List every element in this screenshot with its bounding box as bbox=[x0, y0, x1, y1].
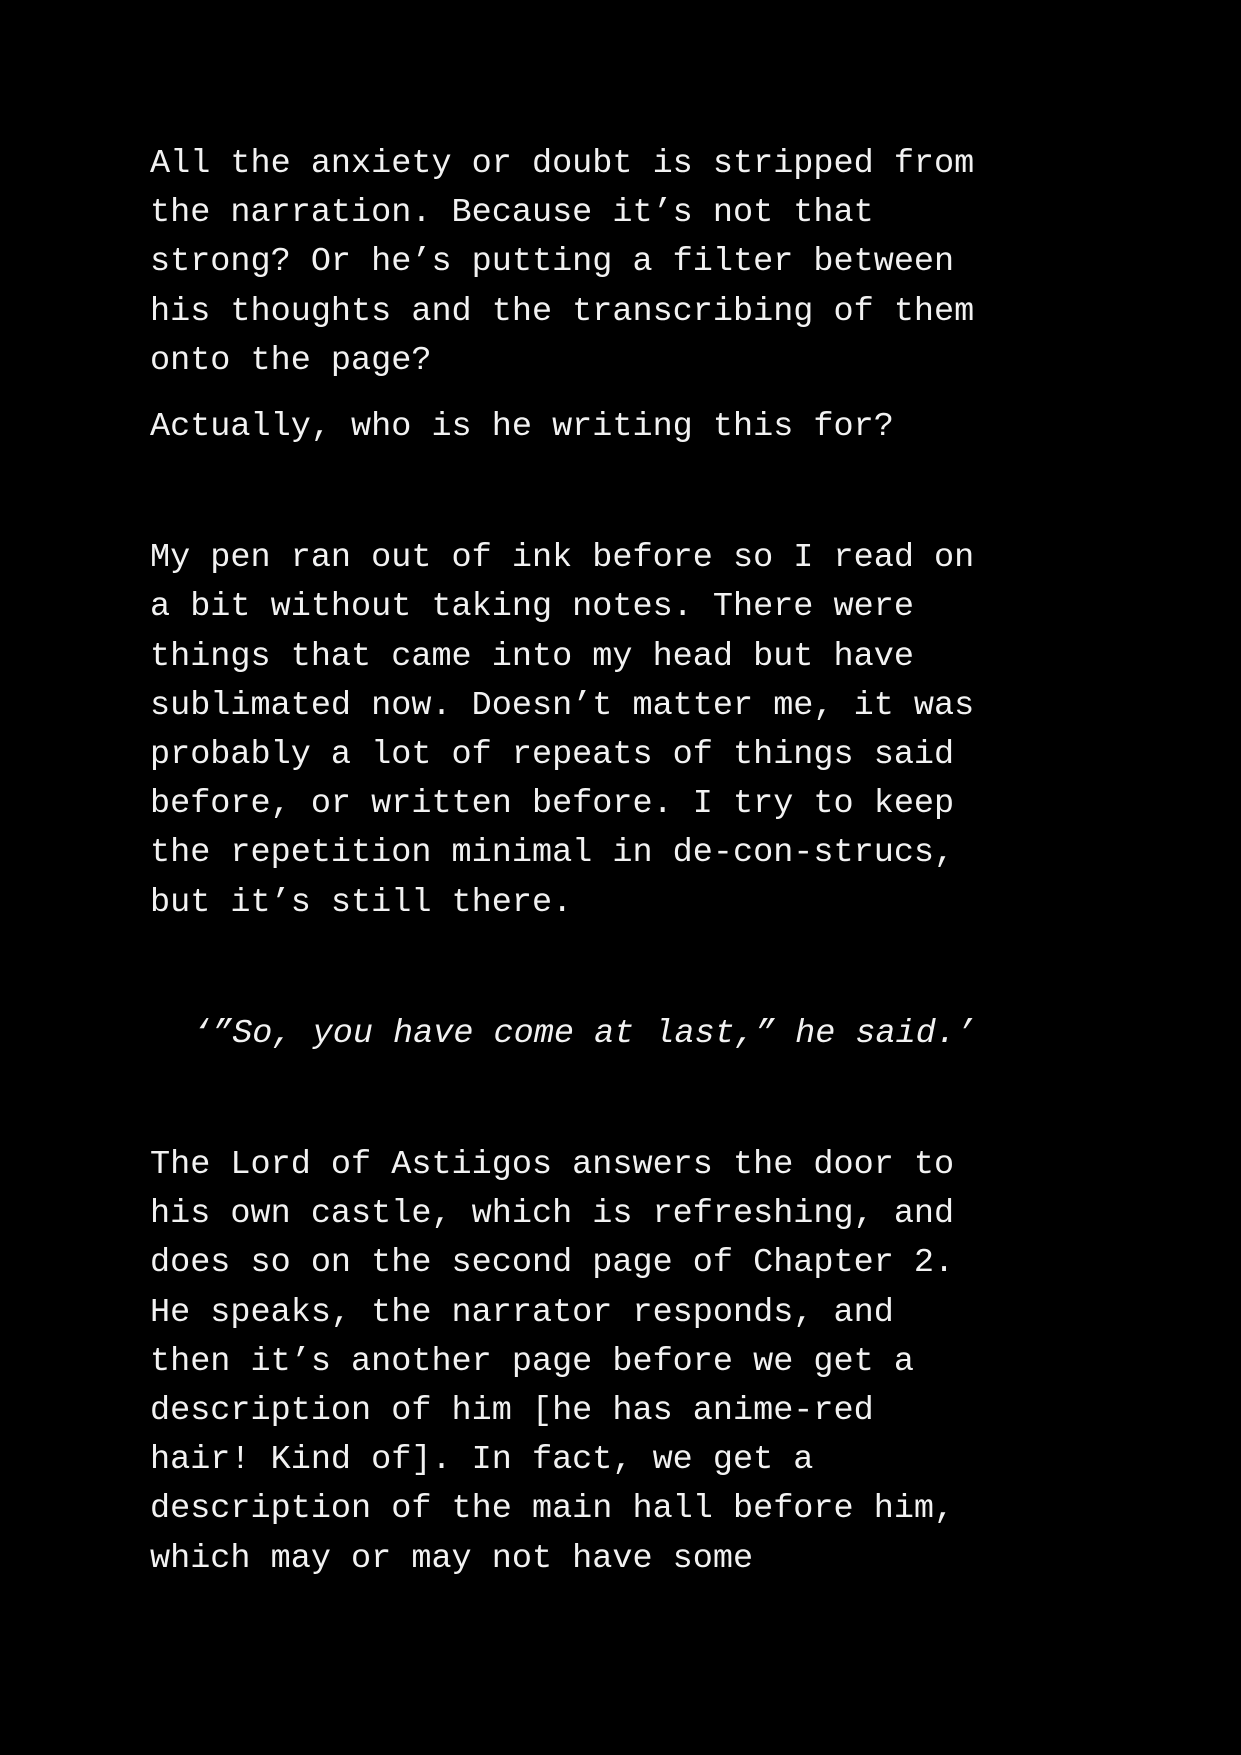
block-quote: ‘”So, you have come at last,” he said.’ bbox=[192, 1014, 977, 1053]
paragraph-narration-anxiety: All the anxiety or doubt is stripped from the narration. Because it’s not that strong? Or he’s putting a filter between his thoughts and the transcribing of them onto the page? bbox=[150, 145, 975, 380]
paragraph-lord-astiigos: The Lord of Astiigos answers the door to his own castle, which is refreshing, and does so on the second page of Chapter 2. He speaks, the narrator responds, and then it’s another page before we get a description of him [he has anime-red hair! Kind of]. In fact, we get a description of the main hall before him, which may or may not have some bbox=[150, 1146, 955, 1578]
paragraph-who-writing: Actually, who is he writing this for? bbox=[150, 408, 894, 447]
paragraph-pen-ink: My pen ran out of ink before so I read on a bit without taking notes. There were things that came into my head but have sublimated now. Doesn’t matter me, it was probably a lot of repeats of things said before, or written before. I try to keep the repetition minimal in de-con-strucs, but it’s still there. bbox=[150, 539, 975, 922]
document-page bbox=[150, 140, 1110, 1584]
